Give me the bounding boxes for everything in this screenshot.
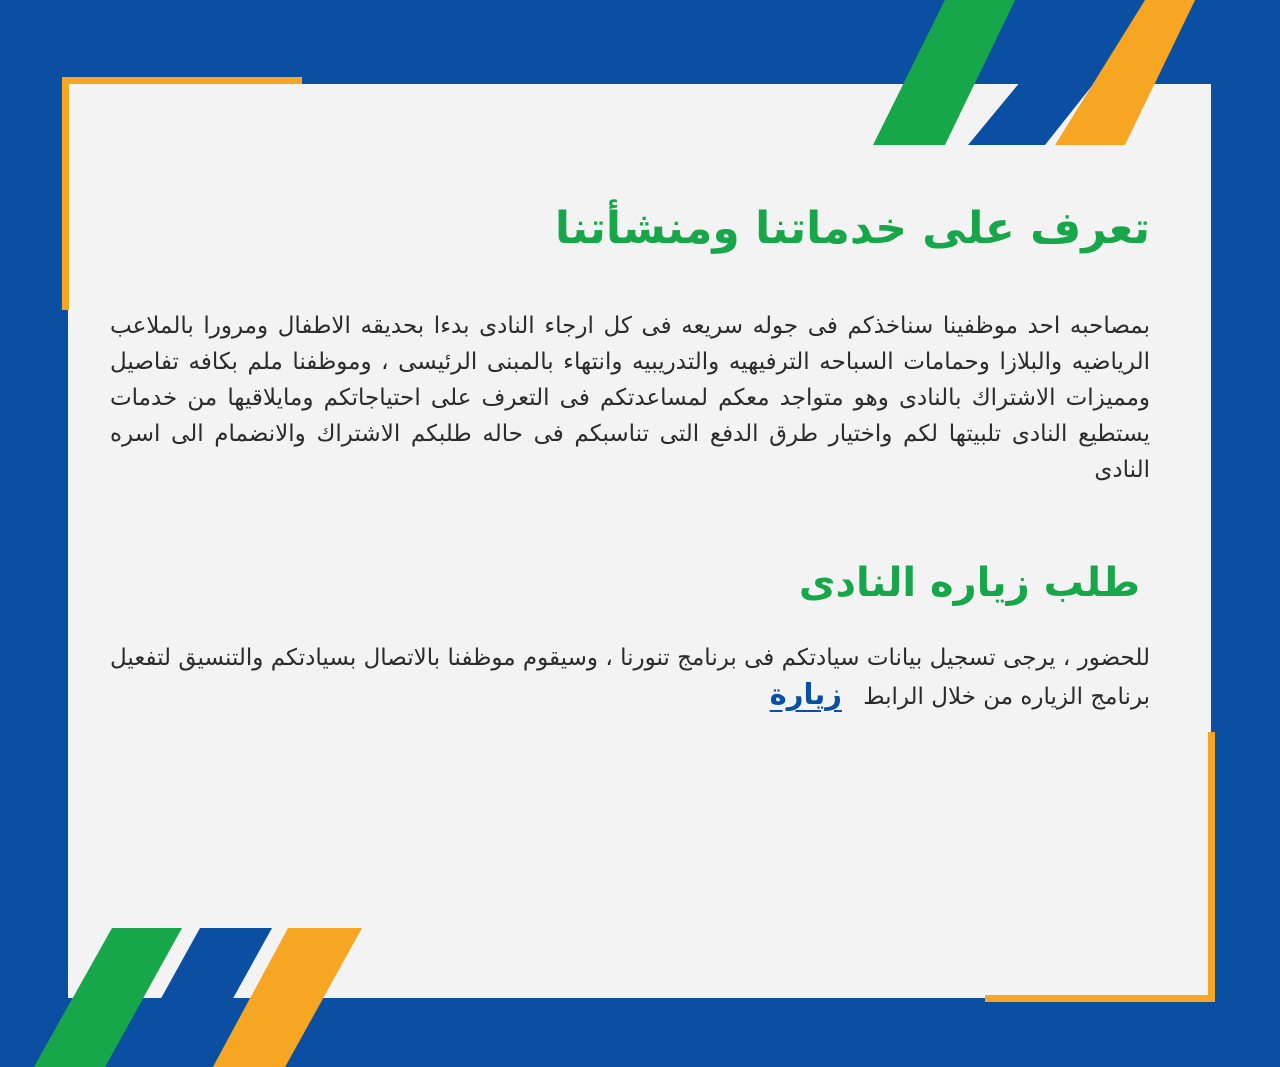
visit-instructions-text: للحضور ، يرجى تسجيل بيانات سيادتكم فى برنامج تنورنا ، وسيقوم موظفنا بالاتصال بسيادتكم والتنسيق لتفعيل برنامج الزياره من خلال الرابط — [110, 645, 1150, 710]
corner-bracket-bottom-right-horizontal — [985, 995, 1215, 1002]
services-heading: تعرف على خدماتنا ومنشأتنا — [554, 203, 1150, 254]
visit-instructions — [110, 640, 1150, 715]
corner-bracket-top-left-vertical — [62, 77, 69, 310]
corner-bracket-top-left-horizontal — [62, 77, 302, 84]
visit-request-heading: طلب زياره النادى — [798, 560, 1140, 606]
services-description: بمصاحبه احد موظفينا سناخذكم فى جوله سريعه فى كل ارجاء النادى بدءا بحديقه الاطفال ومرورا بالملاعب الرياضيه والبلازا وحمامات السباحه الترفيهيه والتدريبيه وانتهاء بالمبنى الرئيسى ، وموظفنا ملم بكافه تفاصيل ومميزات الاشتراك بالنادى وهو متواجد معكم لمساعدتكم فى التعرف على احتياجاتكم ومايلاقيها من خدمات يستطيع النادى تلبيتها لكم واختيار طرق الدفع التى تناسبكم فى حاله طلبكم الاشتراك والانضمام الى اسره النادى — [110, 313, 1150, 483]
visit-link[interactable]: زيارة — [769, 677, 842, 711]
corner-bracket-bottom-right-vertical — [1208, 732, 1215, 1002]
